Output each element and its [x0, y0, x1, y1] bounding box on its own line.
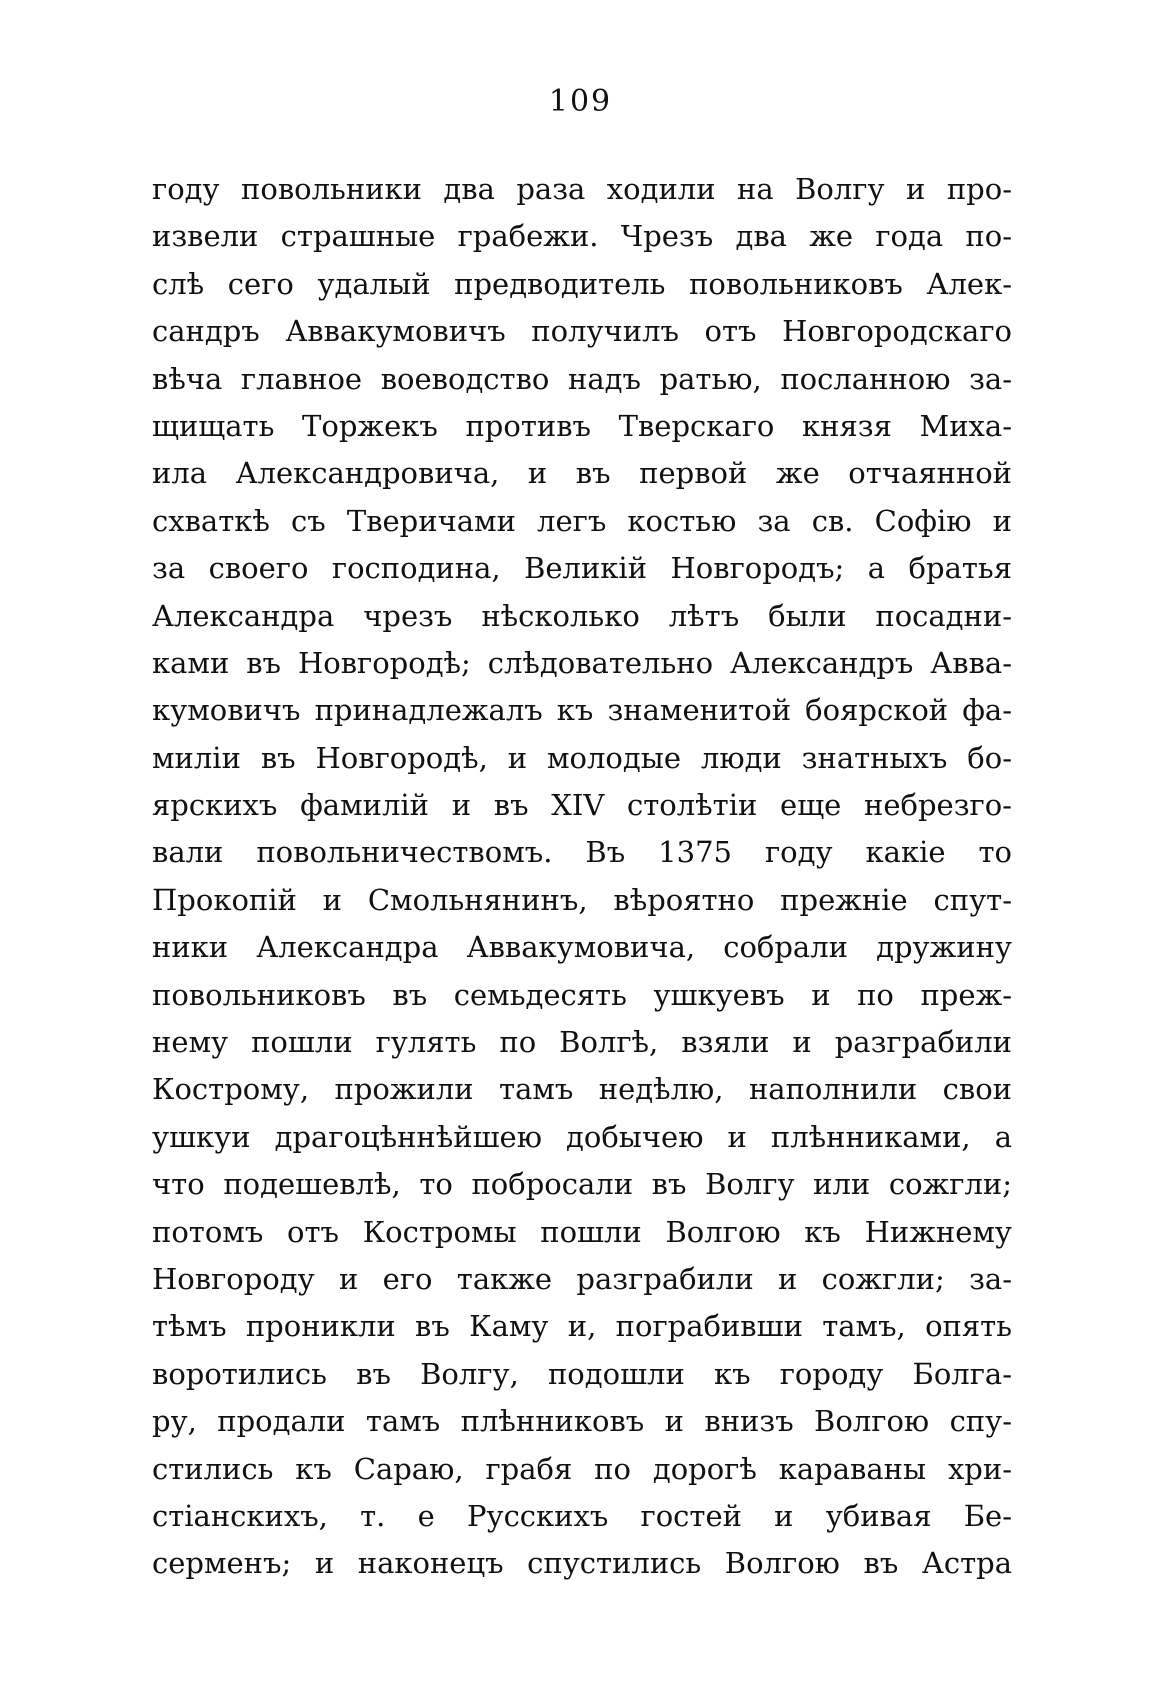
- text-line: воротились въ Волгу, подошли къ городу Болга-: [152, 1356, 1012, 1391]
- text-line: сандръ Аввакумовичъ получилъ отъ Новгородскаго: [152, 314, 1012, 349]
- text-line: повольниковъ въ семьдесять ушкуевъ и по преж-: [152, 977, 1012, 1012]
- text-line: щищать Торжекъ противъ Тверскаго князя Миха-: [152, 408, 1012, 443]
- text-line: схваткѣ съ Тверичами легъ костью за св. Софію и: [152, 503, 1012, 538]
- text-line: ушкуи драгоцѣннѣйшею добычею и плѣнниками, а: [152, 1119, 1012, 1154]
- text-line: тѣмъ проникли въ Каму и, пограбивши тамъ, опять: [152, 1309, 1012, 1344]
- text-line: серменъ; и наконецъ спустились Волгою въ Астра: [152, 1546, 1012, 1581]
- text-line: году повольники два раза ходили на Волгу и про-: [152, 172, 1012, 206]
- text-line: ру, продали тамъ плѣнниковъ и внизъ Волгою спу-: [152, 1404, 1012, 1439]
- text-line: вали повольничествомъ. Въ 1375 году какіе то: [152, 835, 1012, 870]
- text-line: Прокопій и Смольнянинъ, вѣроятно прежніе спут-: [152, 882, 1012, 917]
- text-line: ками въ Новгородѣ; слѣдовательно Александръ Авва-: [152, 645, 1012, 680]
- text-line: потомъ отъ Костромы пошли Волгою къ Нижнему: [152, 1214, 1012, 1249]
- body-text: [152, 166, 1012, 1588]
- text-line: Кострому, прожили тамъ недѣлю, наполнили свои: [152, 1072, 1012, 1107]
- text-line: за своего господина, Великій Новгородъ; а братья: [152, 551, 1012, 586]
- text-line: Александра чрезъ нѣсколько лѣтъ были посадни-: [152, 598, 1012, 633]
- page-number: 109: [548, 84, 613, 119]
- text-line: стились къ Сараю, грабя по дорогѣ караваны хри-: [152, 1451, 1012, 1486]
- text-line: вѣча главное воеводство надъ ратью, посланною за-: [152, 361, 1012, 396]
- text-line: слѣ сего удалый предводитель повольниковъ Алек-: [152, 266, 1012, 301]
- text-line: миліи въ Новгородѣ, и молодые люди знатныхъ бо-: [152, 740, 1012, 775]
- text-line: нему пошли гулять по Волгѣ, взяли и разграбили: [152, 1025, 1012, 1060]
- text-line: что подешевлѣ, то побросали въ Волгу или сожгли;: [152, 1167, 1012, 1202]
- text-line: Новгороду и его также разграбили и сожгли; за-: [152, 1261, 1012, 1296]
- text-line: кумовичъ принадлежалъ къ знаменитой боярской фа-: [152, 693, 1012, 728]
- text-line: ярскихъ фамилій и въ XIV столѣтіи еще небрезго-: [152, 788, 1012, 823]
- text-line: извели страшные грабежи. Чрезъ два же года по-: [152, 219, 1012, 254]
- text-line: ники Александра Аввакумовича, собрали дружину: [152, 930, 1012, 965]
- text-line: стіанскихъ, т. е Русскихъ гостей и убивая Бе-: [152, 1498, 1012, 1533]
- text-line: ила Александровича, и въ первой же отчаянной: [152, 456, 1012, 491]
